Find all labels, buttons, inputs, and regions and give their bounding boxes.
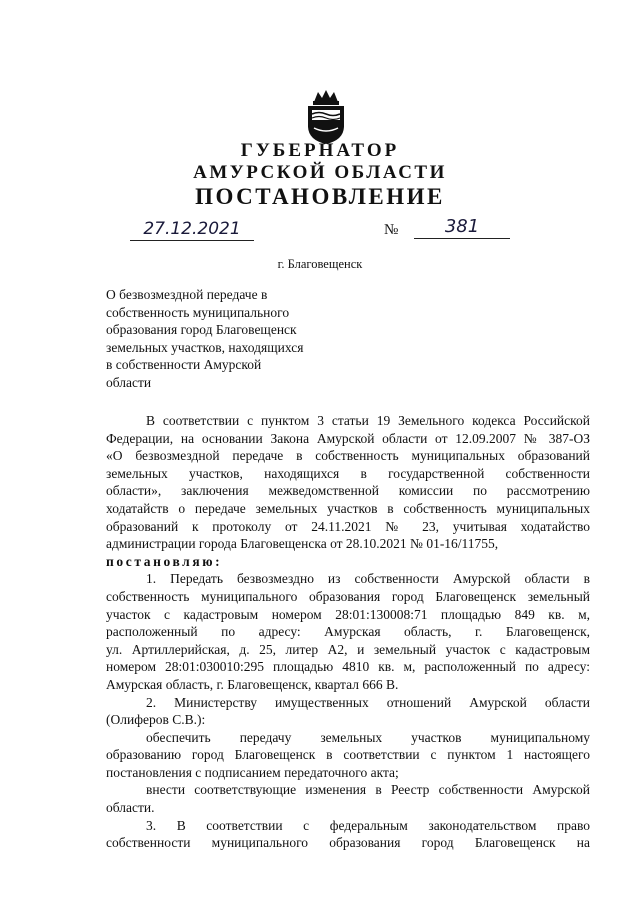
region-heading: АМУРСКОЙ ОБЛАСТИ bbox=[193, 162, 447, 183]
body-line: образований к протоколу от 24.11.2021 № 23, учитывая ходатайство bbox=[106, 518, 590, 534]
subject-line: образования город Благовещенск bbox=[106, 322, 297, 338]
body-line: ул. Артиллерийская, д. 25, литер А2, и земельный участок с кадастровым bbox=[106, 641, 590, 657]
document-type-heading: ПОСТАНОВЛЕНИЕ bbox=[195, 184, 445, 209]
body-line: (Олиферов С.В.): bbox=[106, 712, 206, 728]
subject-line: собственность муниципального bbox=[106, 304, 290, 320]
document-number: 381 bbox=[414, 216, 510, 239]
body-line: номером 28:01:030010:295 площадью 4810 кв. м, расположенный по адресу: bbox=[106, 659, 590, 675]
subject-line: земельных участков, находящихся bbox=[106, 339, 304, 355]
body-line: 2. Министерству имущественных отношений Амурской области bbox=[146, 694, 590, 710]
document-date: 27.12.2021 bbox=[130, 218, 254, 241]
body-line: администрации города Благовещенска от 28.10.2021 № 01-16/11755, bbox=[106, 536, 499, 552]
subject-line: О безвозмездной передаче в bbox=[106, 287, 268, 302]
body-line: собственность муниципального образования город Благовещенск земельный bbox=[106, 588, 590, 604]
body-line: постановляю: bbox=[106, 553, 223, 569]
subject-line: области bbox=[106, 374, 152, 390]
number-sign: № bbox=[384, 222, 399, 238]
body-line: земельных участков, находящихся в государственной собственности bbox=[106, 465, 590, 481]
subject-line: в собственности Амурской bbox=[106, 357, 262, 373]
body-line: В соответствии с пунктом 3 статьи 19 Земельного кодекса Российской bbox=[146, 413, 590, 428]
city-label: г. Благовещенск bbox=[277, 257, 363, 271]
body-line: участок с кадастровым номером 28:01:130008:71 площадью 849 кв. м, bbox=[106, 606, 590, 622]
body-line: обеспечить передачу земельных участков муниципальному bbox=[146, 729, 590, 745]
body-line: области», заключения межведомственной комиссии по рассмотрению bbox=[106, 483, 590, 499]
body-line: 3. В соответствии с федеральным законодательством право bbox=[146, 817, 590, 833]
coat-of-arms-icon bbox=[302, 88, 350, 146]
body-line: внести соответствующие изменения в Реестр собственности Амурской bbox=[146, 782, 590, 798]
body-line: ходатайств о передаче земельных участков в собственность муниципальных bbox=[106, 500, 590, 516]
body-line: Амурская область, г. Благовещенск, квартал 666 В. bbox=[106, 676, 399, 692]
body-line: постановления с подписанием передаточного акта; bbox=[106, 764, 399, 780]
governor-heading: ГУБЕРНАТОР bbox=[240, 140, 400, 161]
body-line: «О безвозмездной передаче в собственность муниципальных образований bbox=[106, 448, 590, 464]
body-line: области. bbox=[106, 800, 155, 816]
body-line: образованию город Благовещенск в соответствии с пунктом 1 настоящего bbox=[106, 747, 590, 763]
body-line: Федерации, на основании Закона Амурской области от 12.09.2007 № 387-ОЗ bbox=[106, 430, 590, 446]
body-line: расположенный по адресу: Амурская область, г. Благовещенск, bbox=[106, 624, 590, 640]
document-body bbox=[106, 412, 590, 852]
body-line: собственности муниципального образования город Благовещенск на bbox=[106, 835, 590, 851]
document-subject bbox=[106, 286, 336, 392]
body-line: 1. Передать безвозмездно из собственности Амурской области в bbox=[146, 571, 590, 587]
